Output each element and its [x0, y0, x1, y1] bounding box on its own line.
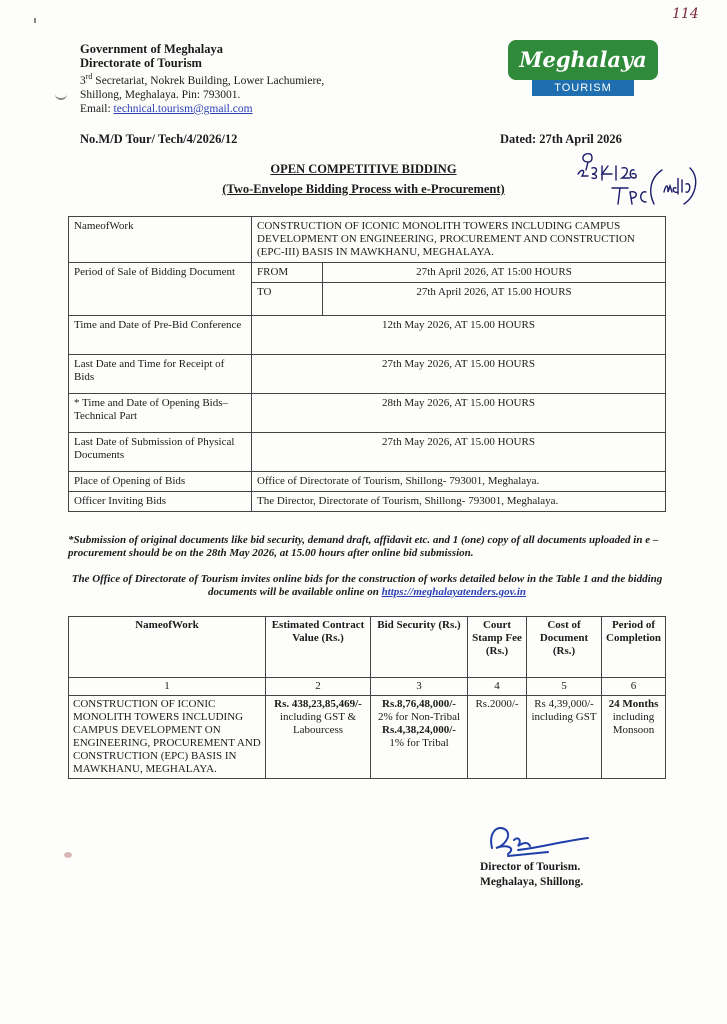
receipt-value: 27th May 2026, AT 15.00 HOURS [252, 355, 666, 394]
column-number: 2 [266, 678, 371, 696]
table-row [69, 355, 666, 394]
table-header-row [69, 617, 666, 678]
table-row [69, 316, 666, 355]
document-date: Dated: 27th April 2026 [500, 132, 622, 146]
header-bid-security: Bid Security (Rs.) [371, 617, 468, 678]
column-number-row [69, 678, 666, 696]
physical-docs-value: 27th May 2026, AT 15.00 HOURS [252, 433, 666, 472]
logo-subtitle: TOURISM [532, 80, 634, 96]
security-nontribal-amount: Rs.8,76,48,000/- [382, 698, 456, 710]
to-label: TO [252, 283, 323, 316]
receipt-label: Last Date and Time for Receipt of Bids [69, 355, 252, 394]
column-number: 1 [69, 678, 266, 696]
officer-value: The Director, Directorate of Tourism, Shillong- 793001, Meghalaya. [252, 492, 666, 512]
opening-label: * Time and Date of Opening Bids–Technical Part [69, 394, 252, 433]
table-row [69, 492, 666, 512]
document-cost [527, 696, 602, 779]
address-line-1 [80, 70, 324, 88]
bidding-schedule-table [68, 216, 666, 512]
directorate-name: Directorate of Tourism [80, 56, 202, 70]
place-label: Place of Opening of Bids [69, 472, 252, 492]
address-rest: Secretariat, Nokrek Building, Lower Lachumiere, [92, 74, 325, 87]
table-row [69, 394, 666, 433]
invitation-text [68, 573, 666, 599]
govt-name: Government of Meghalaya [80, 42, 224, 56]
security-tribal-amount: Rs.4,38,24,000/- [382, 724, 456, 736]
header-contract-value: Estimated Contract Value (Rs.) [266, 617, 371, 678]
address-sup: rd [85, 72, 93, 81]
completion-note: including Monsoon [612, 711, 655, 736]
document-cost-amount: Rs 4,39,000/- [534, 698, 594, 710]
signature [478, 818, 598, 860]
column-number: 6 [602, 678, 666, 696]
bid-security [371, 696, 468, 779]
submission-note: *Submission of original documents like bid security, demand draft, affidavit etc. and 1 (one) copy of all documents uploaded in e –procurement should be on the 28th May 2026, at 15.00 hours after online bid submission. [68, 534, 659, 559]
tourism-logo [508, 40, 658, 100]
work-details-table [68, 616, 666, 779]
contract-value-note: including GST & Labourcess [279, 711, 357, 736]
name-of-work-value: CONSTRUCTION OF ICONIC MONOLITH TOWERS INCLUDING CAMPUS DEVELOPMENT ON ENGINEERING, PROCUREMENT AND CONSTRUCTION (EPC-III) BASIS IN MAWKHANU, MEGHALAYA. [252, 217, 666, 263]
name-of-work-label: NameofWork [69, 217, 252, 263]
header-period: Period of Completion [602, 617, 666, 678]
from-label: FROM [252, 263, 323, 283]
document-cost-note: including GST [531, 711, 597, 723]
scan-speck [34, 18, 36, 23]
officer-label: Officer Inviting Bids [69, 492, 252, 512]
signatory-block [480, 860, 583, 890]
reference-number: No.M/D Tour/ Tech/4/2026/12 [80, 132, 238, 146]
table-row [69, 217, 666, 263]
prebid-label: Time and Date of Pre-Bid Conference [69, 316, 252, 355]
opening-value: 28th May 2026, AT 15.00 HOURS [252, 394, 666, 433]
document-title: OPEN COMPETITIVE BIDDING [270, 162, 457, 176]
punch-mark [55, 92, 67, 100]
sale-period-label: Period of Sale of Bidding Document [69, 263, 252, 316]
email-line [80, 102, 324, 116]
work-name: CONSTRUCTION OF ICONIC MONOLITH TOWERS INCLUDING CAMPUS DEVELOPMENT ON ENGINEERING, PROCUREMENT AND CONSTRUCTION (EPC) BASIS IN MAWKHANU, MEGHALAYA. [69, 696, 266, 779]
table-row [69, 472, 666, 492]
handwritten-annotation [572, 148, 702, 210]
logo-wordmark: Meghalaya [508, 40, 658, 80]
security-nontribal-note: 2% for Non-Tribal [377, 711, 461, 723]
contract-value-amount: Rs. 438,23,85,469/- [274, 698, 362, 710]
email-label: Email: [80, 102, 114, 115]
table-row [69, 263, 666, 283]
security-tribal-note: 1% for Tribal [389, 737, 449, 749]
page-number: 114 [672, 6, 699, 22]
email-link[interactable]: technical.tourism@gmail.com [113, 102, 253, 115]
scan-stain [64, 852, 72, 858]
tender-portal-link[interactable]: https://meghalayatenders.gov.in [381, 586, 526, 598]
table-row [69, 696, 666, 779]
to-value: 27th April 2026, AT 15.00 HOURS [323, 283, 666, 316]
header-doc-cost: Cost of Document (Rs.) [527, 617, 602, 678]
letterhead [80, 42, 324, 116]
place-value: Office of Directorate of Tourism, Shillong- 793001, Meghalaya. [252, 472, 666, 492]
invitation-body: The Office of Directorate of Tourism invites online bids for the construction of works detailed below in the Table 1 and the bidding documents will be available online on [71, 573, 663, 598]
table-row [69, 433, 666, 472]
header-name-of-work: NameofWork [69, 617, 266, 678]
header-court-fee: Court Stamp Fee (Rs.) [468, 617, 527, 678]
column-number: 3 [371, 678, 468, 696]
court-fee: Rs.2000/- [468, 696, 527, 779]
from-value: 27th April 2026, AT 15:00 HOURS [323, 263, 666, 283]
prebid-value: 12th May 2026, AT 15.00 HOURS [252, 316, 666, 355]
contract-value [266, 696, 371, 779]
document-subtitle: (Two-Envelope Bidding Process with e-Procurement) [222, 182, 505, 196]
completion-months: 24 Months [608, 698, 659, 710]
column-number: 4 [468, 678, 527, 696]
column-number: 5 [527, 678, 602, 696]
signatory-title: Director of Tourism. [480, 861, 581, 873]
completion-period [602, 696, 666, 779]
address-line-2: Shillong, Meghalaya. Pin: 793001. [80, 88, 241, 101]
signatory-location: Meghalaya, Shillong. [480, 876, 584, 888]
physical-docs-label: Last Date of Submission of Physical Documents [69, 433, 252, 472]
address-prefix: 3 [80, 74, 86, 87]
